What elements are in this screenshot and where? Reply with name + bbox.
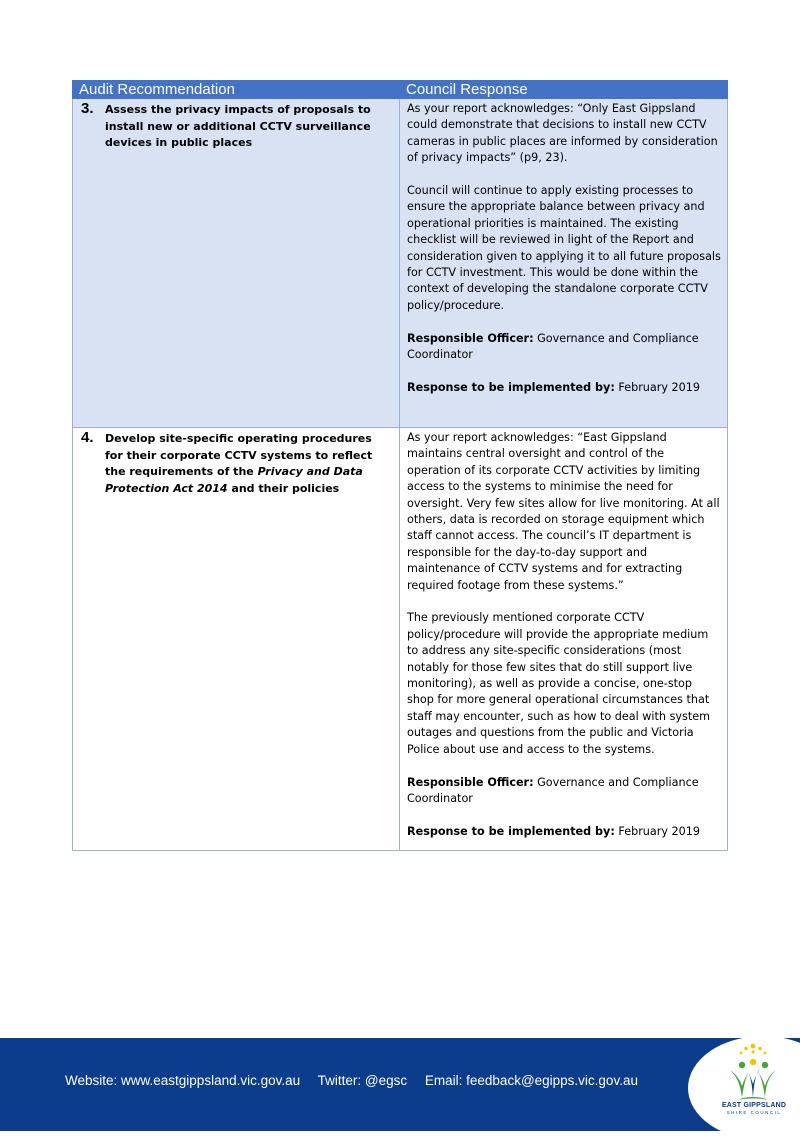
response-paragraph: As your report acknowledges: “Only East Gippsland could demonstrate that decisions to install new CCTV cameras in public places are informed by consideration of privacy impacts” (p9, 23).: [407, 102, 718, 165]
recommendation-number: 3.: [81, 100, 94, 117]
recommendation-cell: [73, 99, 400, 428]
implementation-date: [407, 824, 721, 840]
recommendation-number: 4.: [81, 429, 94, 446]
table-row: [73, 99, 728, 428]
responsible-officer-value: Governance and Compliance Coordinator: [407, 775, 699, 805]
recommendation-text-part: and their policies: [227, 481, 340, 495]
responsible-officer-label: Responsible Officer:: [407, 331, 534, 345]
recommendation-text-part: Develop site-specific operating procedures for their corporate CCTV systems to reflect the requirements of the: [105, 432, 373, 478]
act-title: Privacy and Data Protection Act 2014: [105, 465, 363, 495]
response-cell: [400, 99, 728, 428]
footer-website: Website: www.eastgippsland.vic.gov.au: [65, 1073, 301, 1088]
audit-table: [72, 80, 728, 851]
responsible-officer-value: Governance and Compliance Coordinator: [407, 331, 699, 362]
recommendation-text: Assess the privacy impacts of proposals to install new or additional CCTV surveillance devices in public places: [105, 103, 371, 149]
response-paragraph: As your report acknowledges: “East Gippsland maintains central oversight and control of the operation of its corporate CCTV activities by limiting access to the systems to minimise the need for oversight. Very few sites allow for live monitoring. At all others, data is recorded on storage equipment which staff cannot access. The council’s IT department is responsible for the day-to-day support and maintenance of CCTV systems and for extracting required footage from these systems.”: [407, 431, 720, 592]
logo-line-1: EAST GIPPSLAND: [721, 1102, 787, 1109]
responsible-officer: [407, 775, 721, 808]
implementation-date-value: February 2019: [614, 380, 700, 394]
implementation-date-value: February 2019: [614, 824, 700, 838]
footer-contact: [65, 1073, 652, 1088]
implementation-date-label: Response to be implemented by:: [407, 380, 615, 394]
recommendation-text: [105, 430, 393, 497]
footer-twitter: Twitter: @egsc: [317, 1073, 408, 1088]
recommendation-cell: [73, 428, 400, 851]
implementation-date: [407, 380, 721, 396]
council-logo-text: [716, 1102, 792, 1116]
header-audit-recommendation: Audit Recommendation: [73, 81, 400, 99]
response-paragraph: The previously mentioned corporate CCTV policy/procedure will provide the appropriate medium to address any site-specific considerations (most notably for those few sites that do still support live monitoring), as well as provide a concise, one-stop shop for more general operational circumstances that staff may encounter, such as how to deal with system outages and questions from the public and Victoria Police about use and access to the systems.: [407, 611, 711, 756]
header-council-response: Council Response: [400, 81, 728, 99]
page-footer: [0, 1038, 800, 1131]
response-paragraph: Council will continue to apply existing processes to ensure the appropriate balance between privacy and operational priorities is maintained. The existing checklist will be reviewed in light of the Report and consideration given to applying it to all future proposals for CCTV investment. This would be done within the context of developing the standalone corporate CCTV policy/procedure.: [407, 184, 721, 312]
logo-line-2: SHIRE COUNCIL: [726, 1110, 782, 1115]
responsible-officer: [407, 331, 721, 364]
footer-email: Email: feedback@egipps.vic.gov.au: [424, 1073, 638, 1088]
implementation-date-label: Response to be implemented by:: [407, 824, 615, 838]
table-header-row: [73, 81, 728, 99]
table-row: [73, 428, 728, 851]
response-cell: [400, 428, 728, 851]
responsible-officer-label: Responsible Officer:: [407, 775, 534, 789]
